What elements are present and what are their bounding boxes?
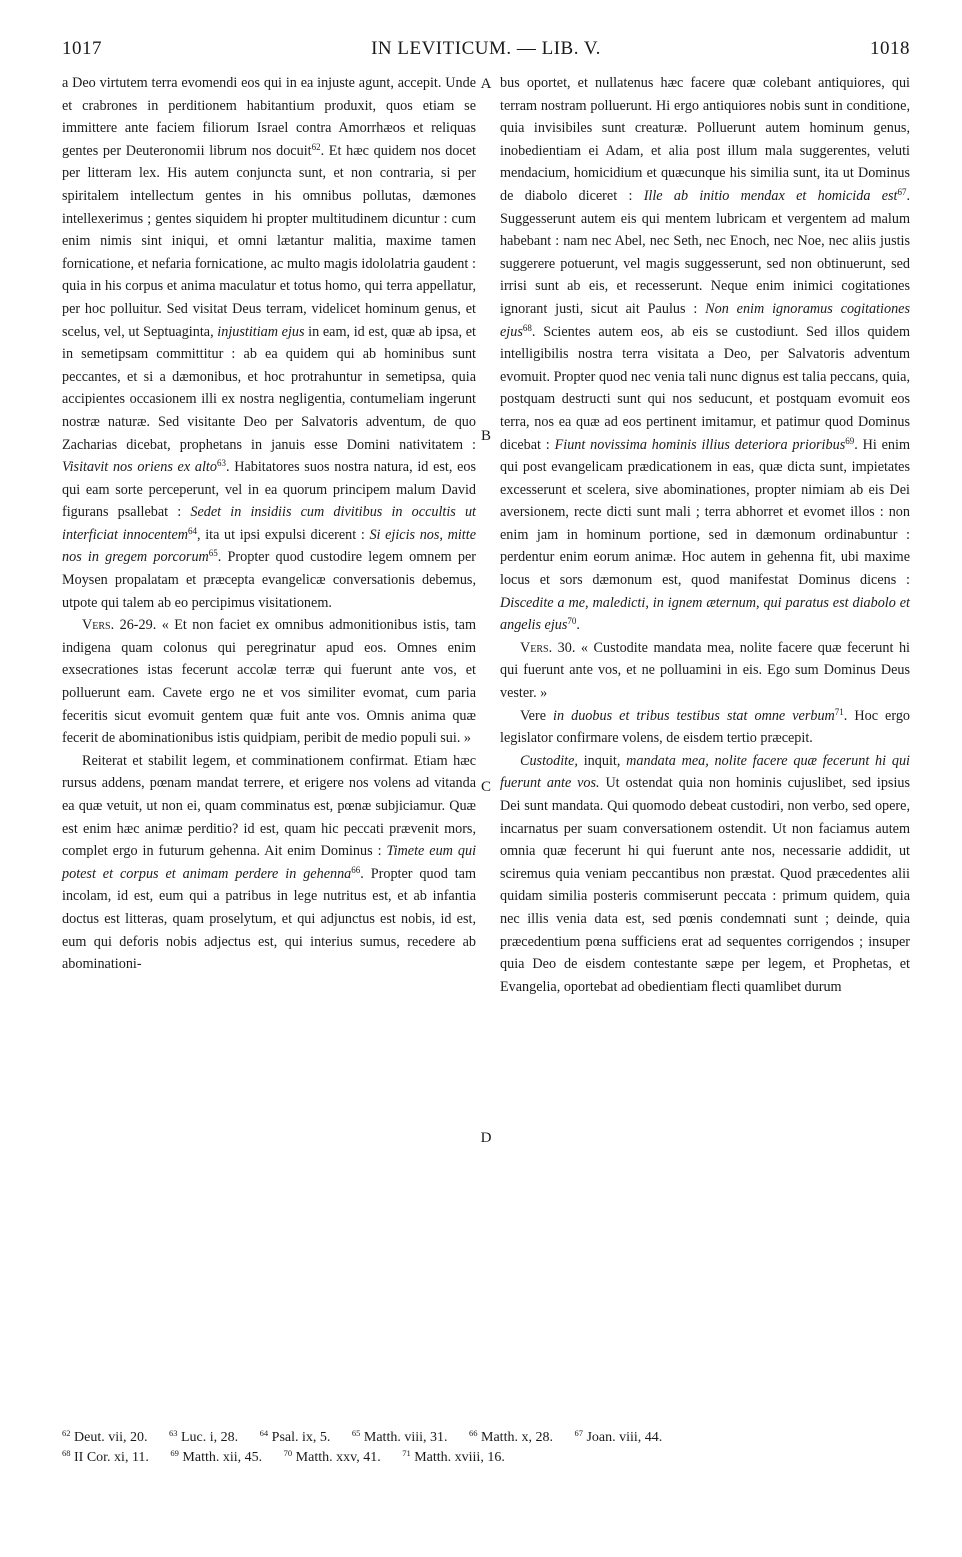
footnotes (62, 1428, 910, 1468)
right-paragraph-1: bus oportet, et nullatenus hæc facere quæ colebant antiquiores, qui terram nostram polluerunt. Hi ergo antiquiores nobis sunt in conditione, quia invisibiles sunt creaturæ. Polluerunt autem hominum genus, inobedientiam ei Adam, et alia post illum mala suggerentes, veluti mendacium, homicidium et quæcunque his similia sunt, ita ut Dominus de diabolo diceret : Ille ab initio mendax et homicida est$^{67}$. Suggesserunt autem eis qui mentem lubricam et vergentem ad malum habebant : nam nec Abel, nec Seth, nec Enoch, nec Noe, nec aliis justis suggerere potuerunt, vel magis suggesserunt, sed non obtinuerunt, sed irrisi sunt ab eis, et recesserunt. Neque enim inimici cogitationes ignorant justi, sicut ait Paulus : Non enim ignoramus cogitationes ejus$^{68}$. Scientes autem eos, ab eis se custodiunt. Sed illos quidem intelligibilis nostra terra visitata a Deo, per Salvatoris adventum evomuit. Propter quod nec venia tali nunc dignus est talia peccans, quia, postquam destructi sunt qui nos seducunt, et postquam evomuit eos terra, nos ea quæ ad eos pertinent imitamur, et patimur quod Dominus dicebat : Fiunt novissima hominis illius deteriora prioribus$^{69}$. Hi enim qui post evangelicam prædicationem in eas, quæ dicta sunt, impietates excesserunt et scelera, sive abominationes, propter nimiam ab eis Dei aversionem, recte dicti sunt mali ; terra abhorret et evomet illos : non enim jam in hominum portione, sed in dæmonum ordinabuntur : perdentur enim eorum animæ. Hoc autem in gehenna fit, ubi maxime locus et sors dæmonum est, quod manifestat Dominus dicens : Discedite a me, maledicti, in ignem æternum, qui paratus est diabolo et angelis ejus$^{70}$. (500, 75, 911, 634)
right-column (500, 72, 910, 998)
footnote: $^{62}$ Deut. vii, 20. (62, 1428, 148, 1445)
right-paragraph-2: Vers. 30. « Custodite mandata mea, nolite facere quæ fecerunt hi qui fuerunt ante vos, et ne polluamini in eis. Ego sum Dominus Deus vester. » (500, 639, 910, 702)
footnote: $^{67}$ Joan. viii, 44. (574, 1428, 663, 1445)
footnote: $^{71}$ Matth. xviii, 16. (402, 1448, 505, 1465)
left-column (62, 72, 476, 976)
footnote: $^{68}$ II Cor. xi, 11. (62, 1448, 149, 1465)
note-ref: 70 (567, 616, 577, 627)
footnote: $^{65}$ Matth. viii, 31. (351, 1428, 448, 1445)
footnote-row-2 (62, 1448, 910, 1468)
right-paragraph-3: Vere in duobus et tribus testibus stat omne verbum$^{71}$. Hoc ergo legislator confirmare volens, de eisdem tertio præcepit. (500, 706, 911, 747)
left-page-number: 1017 (62, 38, 102, 59)
note-ref: 68 (522, 322, 532, 333)
footnote-row-1 (62, 1428, 910, 1448)
running-header (62, 38, 910, 68)
note-ref: 63 (216, 458, 226, 469)
right-page-number: 1018 (870, 38, 910, 59)
footnote: $^{64}$ Psal. ix, 5. (259, 1428, 331, 1445)
running-title: IN LEVITICUM. — LIB. V. (371, 38, 601, 59)
left-paragraph-3: Reiterat et stabilit legem, et comminationem confirmat. Etiam hæc rursus addens, pœnam mandat terrere, et erigere nos volens ad vitanda ea quæ vetuit, ut non ei, quam comminatus est, pœnæ subjiciamur. Quæ est enim hæc animæ perditio? id est, quam hic peccati prævenit mors, complet ergo in futurum gehenna. Ait enim Dominus : Timete eum qui potest et corpus et animam perdere in gehenna$^{66}$. Propter quod tam incolam, id est, eum qui a patribus in lege nutritus est, et ab infantia doctus est litteras, quam proselytum, et qui adjunctus est nobis, id est, eum qui deforis nobis adjectus est, qui interius sumus, recedere ab abominationi- (62, 752, 477, 973)
left-paragraph-1: a Deo virtutem terra evomendi eos qui in ea injuste agunt, accepit. Unde et crabrones in perditionem habitantium produxit, quos etiam se immittere ante faciem filiorum Israel contra Amorrhæos et reliquas gentes per Deuteronomii librum nos docuit$^{62}$. Et hæc quidem nos docet per litteram lex. His autem conjuncta sunt, et non contraria, si per spiritalem intellectum gentes in his omnibus pollutas, dæmones intellexerimus ; gentes siquidem hi propter multitudinem dicuntur : cum enim nimis sint iniqui, et omni lætantur malitia, maxime tamen fornicatione, et nefaria fornicatione, ac multo magis idololatria gaudent : quia in his corpus et anima maculatur et totus homo, qui terra appellatur, per hoc polluitur. Sed visitat Deus terram, videlicet hominum genus, et scelus, vel, ut Septuaginta, injustitiam ejus in eam, id est, quæ ab ipsa, et in semetipsam committitur : ab ea quidem qui ab hominibus sunt peccantes, et si a dæmonibus, et hoc protrahuntur in semetipsa, quia accipientes occasionem illi ex nostra negligentia, contumeliam ingerunt nostræ naturæ. Sed visitante Deo per Salvatoris adventum, de quo Zacharias dicebat, prophetans in januis esse Domini nativitatem : Visitavit nos oriens ex alto$^{63}$. Habitatores suos nostra natura, id est, eos qui eam sorte perceperunt, vel in ea quorum principem malum David figurans psallebat : Sedet in insidiis cum divitibus in occultis ut interficiat innocentem$^{64}$, ita ut ipsi expulsi dicerent : Si ejicis nos, mitte nos in gregem porcorum$^{65}$. Propter quod custodire legem omnem per Moysen propalatam et præcepta evangelicæ conversationis debemus, utpote qui talem ab eo percipimus visitationem. (62, 75, 477, 611)
margin-letter-a: A (480, 76, 492, 92)
note-ref: 65 (208, 548, 218, 559)
margin-letter-c: C (480, 779, 491, 795)
note-ref: 62 (311, 141, 321, 152)
right-paragraph-4: Custodite, inquit, mandata mea, nolite facere quæ fecerunt hi qui fuerunt ante vos. Ut ostendat quia non hominis cujuslibet, sed ipsius Dei sunt mandata. Qui quomodo debeat custodiri, non verbo, sed opere, incarnatus per suam conversationem ostendit. Ut non faciamus autem omnia quæ fecerunt hi qui fuerunt ante nos, necessarie addidit, ut sciremus quia veniam peccantibus non præstat. Quod præcedentes alii quidam similia posteris commiserunt peccata : primum quidem, quia nec illis venia data est, sed pœnis condemnati sunt ; deinde, quia præcedentium pœna sufficiens erat ad sequentes corrigendos ; insuper quia Deo de eisdem contestante sæpe per legem, et Prophetas, et Evangelia, oportebat ad obedientiam flecti quamlibet durum (500, 752, 911, 995)
footnote: $^{69}$ Matth. xii, 45. (170, 1448, 263, 1465)
note-ref: 71 (834, 706, 844, 717)
note-ref: 66 (351, 864, 361, 875)
note-ref: 69 (845, 435, 855, 446)
footnote: $^{70}$ Matth. xxv, 41. (283, 1448, 381, 1465)
footnote: $^{66}$ Matth. x, 28. (469, 1428, 553, 1445)
left-paragraph-2: Vers. 26-29. « Et non faciet ex omnibus admonitionibus istis, tam indigena quam colonus qui peregrinatur apud eos. Omnes enim exsecrationes istas fecerunt accolæ terræ qui fuerunt ante vos, et polluerunt eam. Cavete ergo ne et vos similiter evomat, cum paria feceritis sicut evomuit gentem quæ fuit ante vos. Omnis anima quæ fecerit de abominationibus istis quidpiam, peribit de medio populi sui. » (62, 617, 477, 747)
margin-letter-d: D (480, 1130, 492, 1146)
note-ref: 64 (188, 525, 197, 536)
margin-letter-b: B (480, 428, 491, 444)
note-ref: 67 (897, 186, 907, 197)
footnote: $^{63}$ Luc. i, 28. (169, 1428, 239, 1445)
